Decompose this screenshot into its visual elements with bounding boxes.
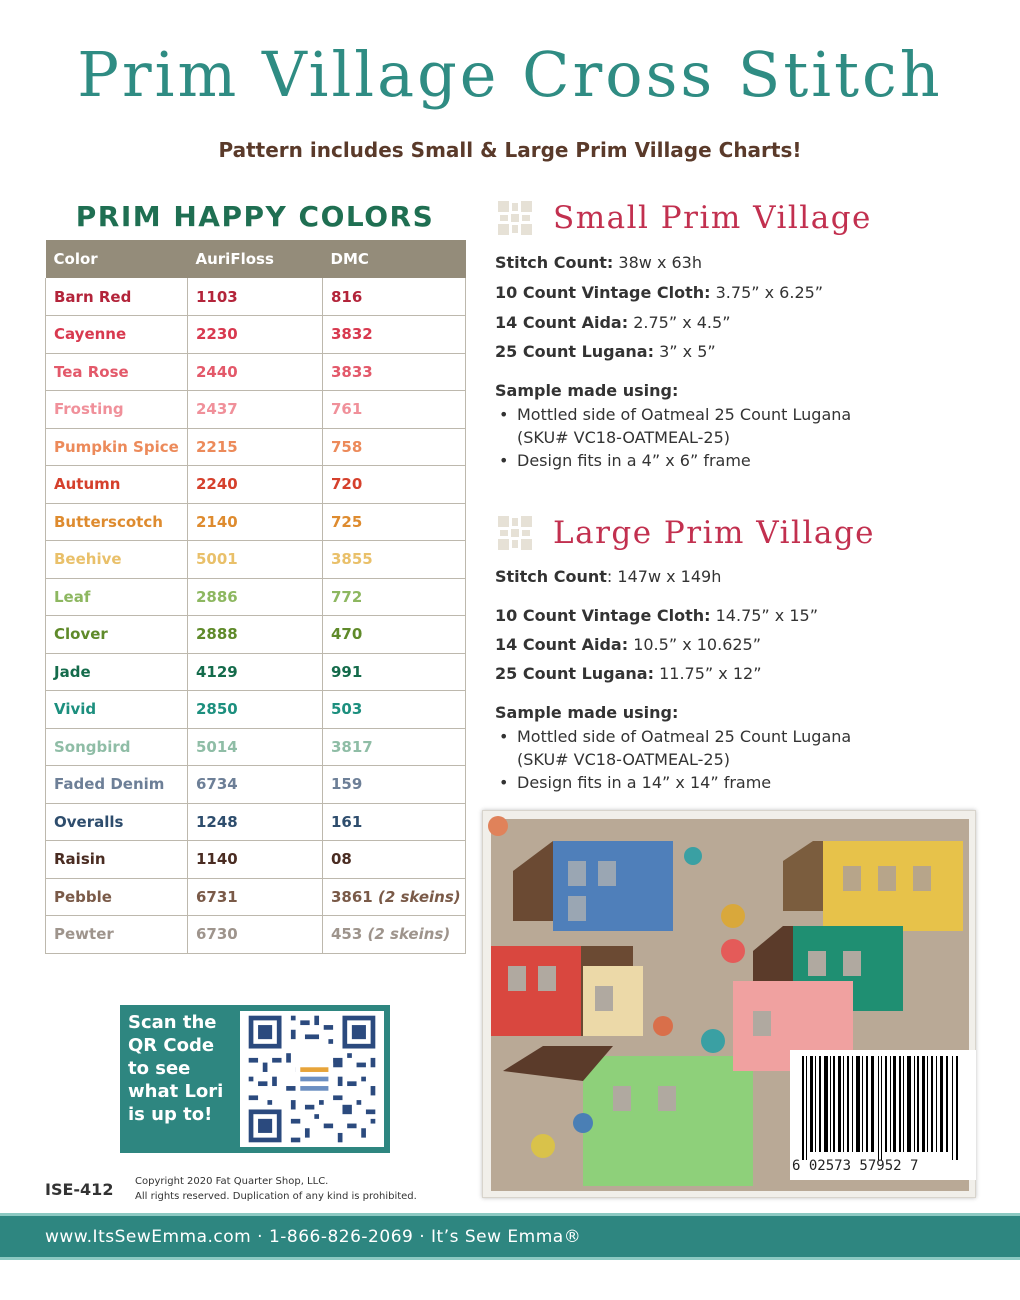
color-name-cell: Overalls — [46, 803, 188, 841]
small-village-title: Small Prim Village — [553, 200, 872, 236]
color-name-cell: Pewter — [46, 916, 188, 954]
aurifloss-cell: 2886 — [188, 578, 323, 616]
small-stitch-count: Stitch Count: 38w x 63h — [495, 253, 702, 272]
small-lugana: 25 Count Lugana: 3” x 5” — [495, 342, 716, 361]
color-name-cell: Vivid — [46, 691, 188, 729]
large-sample-heading: Sample made using: — [495, 703, 679, 722]
header-color: Color — [46, 240, 188, 278]
aurifloss-cell: 2850 — [188, 691, 323, 729]
table-row — [46, 878, 466, 916]
color-name-cell: Raisin — [46, 841, 188, 879]
aurifloss-cell: 6734 — [188, 766, 323, 804]
aurifloss-cell: 6731 — [188, 878, 323, 916]
dmc-cell — [323, 428, 466, 466]
aurifloss-cell: 2437 — [188, 391, 323, 429]
qr-code-icon — [240, 1011, 384, 1147]
list-item: • Design fits in a 4” x 6” frame — [495, 449, 851, 472]
dmc-value: 3817 — [331, 737, 373, 756]
color-name-cell: Pumpkin Spice — [46, 428, 188, 466]
churn-dash-icon — [497, 515, 533, 551]
table-row — [46, 466, 466, 504]
color-name-cell: Jade — [46, 653, 188, 691]
color-name-cell: Butterscotch — [46, 503, 188, 541]
color-name-cell: Songbird — [46, 728, 188, 766]
aurifloss-cell: 2888 — [188, 616, 323, 654]
large-village-title: Large Prim Village — [553, 515, 876, 551]
aurifloss-cell: 5014 — [188, 728, 323, 766]
table-row — [46, 766, 466, 804]
subtitle: Pattern includes Small & Large Prim Village Charts! — [218, 138, 802, 162]
table-row — [46, 503, 466, 541]
dmc-value: 470 — [331, 625, 363, 644]
small-vintage-cloth: 10 Count Vintage Cloth: 3.75” x 6.25” — [495, 283, 824, 302]
dmc-value: 725 — [331, 512, 363, 531]
colors-table — [45, 240, 466, 954]
large-stitch-count: Stitch Count: 147w x 149h — [495, 567, 722, 586]
table-row — [46, 316, 466, 354]
page-title: Prim Village Cross Stitch — [77, 38, 943, 111]
dmc-cell — [323, 316, 466, 354]
aurifloss-cell: 1248 — [188, 803, 323, 841]
barcode-number: 6 02573 57952 7 — [792, 1158, 919, 1174]
list-item-continued: (SKU# VC18-OATMEAL-25) — [517, 428, 731, 447]
qr-caption: Scan the QR Code to see what Lori is up to! — [128, 1012, 224, 1125]
list-item: • Design fits in a 14” x 14” frame — [495, 771, 851, 794]
table-row — [46, 803, 466, 841]
dmc-cell — [323, 616, 466, 654]
aurifloss-cell: 1140 — [188, 841, 323, 879]
barcode-icon — [802, 1056, 962, 1160]
color-name-cell: Barn Red — [46, 278, 188, 316]
list-item-continued: (SKU# VC18-OATMEAL-25) — [517, 750, 731, 769]
dmc-value: 816 — [331, 287, 363, 306]
small-aida: 14 Count Aida: 2.75” x 4.5” — [495, 313, 731, 332]
dmc-value: 761 — [331, 400, 363, 419]
dmc-cell — [323, 878, 466, 916]
footer-contact[interactable]: www.ItsSewEmma.com · 1-866-826-2069 · It’s Sew Emma® — [45, 1227, 582, 1247]
header-aurifloss: AuriFloss — [188, 240, 323, 278]
color-name-cell: Clover — [46, 616, 188, 654]
footer-bar — [0, 1213, 1020, 1260]
small-sample-heading: Sample made using: — [495, 381, 679, 400]
color-name-cell: Tea Rose — [46, 353, 188, 391]
table-row — [46, 541, 466, 579]
copyright: Copyright 2020 Fat Quarter Shop, LLC. All rights reserved. Duplication of any kind is prohibited. — [135, 1176, 417, 1202]
aurifloss-cell: 2215 — [188, 428, 323, 466]
color-name-cell: Faded Denim — [46, 766, 188, 804]
small-sample-list — [495, 403, 851, 472]
list-item: • Mottled side of Oatmeal 25 Count Lugana — [495, 403, 851, 426]
large-sample-list — [495, 725, 851, 794]
dmc-value: 159 — [331, 775, 363, 794]
dmc-cell — [323, 391, 466, 429]
dmc-value: 453 — [331, 925, 363, 944]
aurifloss-cell: 2230 — [188, 316, 323, 354]
dmc-cell — [323, 728, 466, 766]
dmc-value: 758 — [331, 437, 363, 456]
dmc-value: 161 — [331, 812, 363, 831]
dmc-cell — [323, 541, 466, 579]
dmc-value: 3832 — [331, 325, 373, 344]
table-row — [46, 691, 466, 729]
dmc-cell — [323, 353, 466, 391]
table-row — [46, 916, 466, 954]
dmc-cell — [323, 691, 466, 729]
dmc-value: 991 — [331, 662, 363, 681]
dmc-cell — [323, 578, 466, 616]
large-vintage-cloth: 10 Count Vintage Cloth: 14.75” x 15” — [495, 606, 819, 625]
table-row — [46, 841, 466, 879]
color-name-cell: Pebble — [46, 878, 188, 916]
aurifloss-cell: 1103 — [188, 278, 323, 316]
aurifloss-cell: 2240 — [188, 466, 323, 504]
house-red — [491, 946, 643, 1036]
large-aida: 14 Count Aida: 10.5” x 10.625” — [495, 635, 762, 654]
color-name-cell: Beehive — [46, 541, 188, 579]
dmc-value: 720 — [331, 475, 363, 494]
dmc-cell — [323, 278, 466, 316]
barcode — [790, 1050, 976, 1180]
table-row — [46, 428, 466, 466]
dmc-value: 772 — [331, 587, 363, 606]
dmc-note: (2 skeins) — [367, 925, 451, 944]
dmc-cell — [323, 653, 466, 691]
dmc-value: 3833 — [331, 362, 373, 381]
table-row — [46, 616, 466, 654]
header-dmc: DMC — [323, 240, 466, 278]
dmc-cell — [323, 503, 466, 541]
color-name-cell: Autumn — [46, 466, 188, 504]
list-item: • Mottled side of Oatmeal 25 Count Lugana — [495, 725, 851, 748]
churn-dash-icon — [497, 200, 533, 236]
table-row — [46, 728, 466, 766]
dmc-cell — [323, 803, 466, 841]
dmc-cell — [323, 466, 466, 504]
table-row — [46, 653, 466, 691]
dmc-value: 3861 — [331, 887, 373, 906]
dmc-cell — [323, 766, 466, 804]
large-lugana: 25 Count Lugana: 11.75” x 12” — [495, 664, 762, 683]
dmc-cell — [323, 841, 466, 879]
table-row — [46, 278, 466, 316]
colors-table-header — [46, 240, 466, 278]
dmc-value: 08 — [331, 850, 352, 869]
table-row — [46, 353, 466, 391]
qr-panel — [120, 1005, 390, 1153]
color-name-cell: Cayenne — [46, 316, 188, 354]
qr-code[interactable] — [240, 1011, 384, 1147]
dmc-value: 503 — [331, 700, 363, 719]
color-name-cell: Leaf — [46, 578, 188, 616]
aurifloss-cell: 2140 — [188, 503, 323, 541]
aurifloss-cell: 6730 — [188, 916, 323, 954]
dmc-note: (2 skeins) — [377, 887, 461, 906]
table-row — [46, 391, 466, 429]
colors-heading: PRIM HAPPY COLORS — [75, 200, 435, 233]
dmc-cell — [323, 916, 466, 954]
house-blue — [513, 841, 673, 931]
aurifloss-cell: 2440 — [188, 353, 323, 391]
dmc-value: 3855 — [331, 550, 373, 569]
table-row — [46, 578, 466, 616]
aurifloss-cell: 4129 — [188, 653, 323, 691]
product-code: ISE-412 — [45, 1180, 114, 1199]
color-name-cell: Frosting — [46, 391, 188, 429]
aurifloss-cell: 5001 — [188, 541, 323, 579]
